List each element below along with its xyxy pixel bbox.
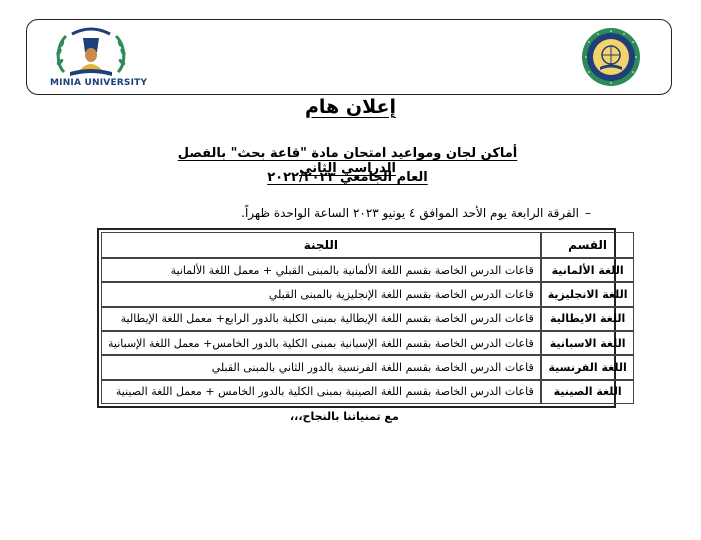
committee-cell: قاعات الدرس الخاصة بقسم اللغة الإيطالية بمبنى الكلية بالدور الرابع+ معمل اللغة الإيطالية xyxy=(101,307,541,331)
table-row xyxy=(101,355,634,379)
department-cell: اللغة الايطالية xyxy=(541,307,635,331)
exam-date-text: الفرقة الرابعة يوم الأحد الموافق ٤ يونيو ٢٠٢٣ الساعة الواحدة ظهراً. xyxy=(241,206,579,220)
exam-subtitle: أماكن لجان ومواعيد امتحان مادة "قاعة بحث" بالفصل الدراسي الثاني xyxy=(177,146,518,176)
table-row xyxy=(101,307,634,331)
bullet-dash: – xyxy=(585,206,591,220)
committee-cell: قاعات الدرس الخاصة بقسم اللغة الإنجليزية بالمبنى القبلي xyxy=(101,282,541,306)
department-cell: اللغة الاسبانية xyxy=(541,331,635,355)
committee-cell: قاعات الدرس الخاصة بقسم اللغة الألمانية بالمبنى القبلي + معمل اللغة الألمانية xyxy=(101,258,541,282)
committee-cell: قاعات الدرس الخاصة بقسم اللغة الصينية بمبنى الكلية بالدور الخامس + معمل اللغة الصينية xyxy=(101,380,541,404)
exam-date-note xyxy=(241,206,591,220)
university-name: MINIA UNIVERSITY xyxy=(50,78,148,88)
table-row xyxy=(101,380,634,404)
minia-university-logo xyxy=(50,24,148,90)
department-cell: اللغة الصينية xyxy=(541,380,635,404)
table-row xyxy=(101,331,634,355)
committees-table xyxy=(97,228,628,408)
department-cell: اللغة الانجليزية xyxy=(541,282,635,306)
department-header: القسم xyxy=(541,232,635,258)
faculty-of-al-alsun-seal xyxy=(566,27,656,87)
academic-year: العام الجامعي ٢٠٢٢/٢٠٢٣ xyxy=(267,170,428,185)
committee-cell: قاعات الدرس الخاصة بقسم اللغة الإسبانية بمبنى الكلية بالدور الخامس+ معمل اللغة الإسبانية xyxy=(101,331,541,355)
committee-cell: قاعات الدرس الخاصة بقسم اللغة الفرنسية بالدور الثاني بالمبنى القبلي xyxy=(101,355,541,379)
table-row xyxy=(101,282,634,306)
table-row xyxy=(101,258,634,282)
closing-wishes: مع تمنياتنا بالنجاح،،، xyxy=(290,410,399,423)
page-title: إعلان هام xyxy=(305,96,396,118)
department-cell: اللغة الألمانية xyxy=(541,258,635,282)
department-cell: اللغة الفرنسية xyxy=(541,355,635,379)
committee-header: اللجنة xyxy=(101,232,541,258)
table-header-row xyxy=(101,232,634,258)
